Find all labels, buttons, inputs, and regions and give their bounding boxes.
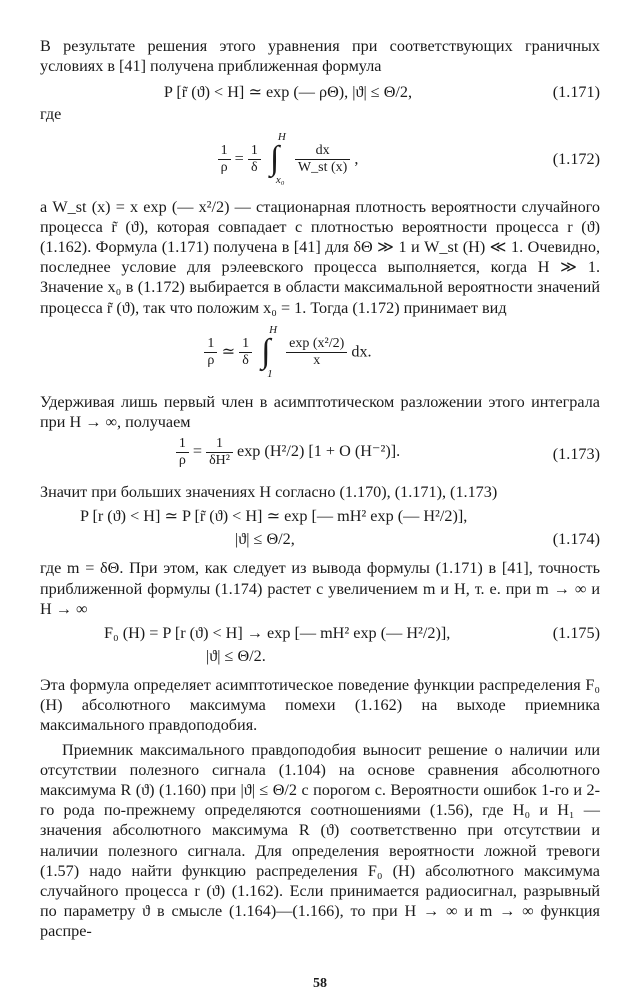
where-label: где <box>40 105 62 124</box>
equation-1-172-expr: $\frac{1}{\rho}$ = $\frac{1}{\delta}$ ∫ H x₀ $\frac{dx}{W\_st (x)}$ , <box>40 137 536 183</box>
equation-1-173 <box>40 436 600 476</box>
equation-1-175 <box>40 623 600 669</box>
paragraph-7: Приемник максимального правдоподобия выносит решение о наличии или отсутствии полезного сигнала (1.104) на основе сравнения абсолютного максимума R (ϑ) (1.160) при |ϑ| ≤ Θ/2 с порогом c. Вероятности ошибок 1-го и 2-го рода по-прежнему определяются соотношениями (1.56), где H₀ и H₁ — значения абсолютного максимума R (ϑ) соответственно при отсутствии и наличии полезного сигнала. Для определения вероятности ложной тревоги (1.57) надо найти функцию распределения F₀ (H) абсолютного максимума случайного процесса r (ϑ) (1.162). Если принимается радиосигнал, разрывный по параметру ϑ в смысле (1.164)—(1.166), то при H → ∞ и m → ∞ функция распре- <box>40 740 600 941</box>
equation-1-174 <box>40 506 600 552</box>
equation-1-171-number: (1.171) <box>552 83 600 102</box>
equation-1-171-expr: P [r̃ (ϑ) < H] ≃ exp (— ρΘ), |ϑ| ≤ Θ/2, <box>163 83 413 102</box>
equation-1-173-number: (1.173) <box>552 445 600 464</box>
paragraph-1: В результате решения этого уравнения при соответствующих граничных условиях в [41] получена приближенная формула <box>40 37 600 76</box>
eq172-lhs-frac: $\frac{1}{\rho}$ <box>218 143 231 176</box>
equation-1-174-line1: P [r (ϑ) < H] ≃ P [r̃ (ϑ) < H] ≃ exp [— mH² exp (— H²/2)], <box>80 507 468 526</box>
equation-1-175-line2: |ϑ| ≤ Θ/2. <box>206 647 266 666</box>
equation-unnumbered <box>40 324 600 386</box>
equation-1-172 <box>40 131 600 193</box>
eq172-integrand-frac: $\frac{dx}{W\_st (x)}$ <box>295 143 350 176</box>
equation-1-171 <box>40 82 600 106</box>
paragraph-5: где m = δΘ. При этом, как следует из вывода формулы (1.171) в [41], точность приближенной формулы (1.174) растет с увеличением m и H, т. е. при m → ∞ и H → ∞ <box>40 559 600 618</box>
paragraph-6: Эта формула определяет асимптотическое поведение функции распределения F₀ (H) абсолютного максимума помехи (1.162) на выходе приемника максимального правдоподобия. <box>40 676 600 735</box>
page-number: 58 <box>313 976 327 991</box>
equation-1-174-line2: |ϑ| ≤ Θ/2, <box>235 530 295 549</box>
page-body <box>40 36 600 942</box>
equation-1-173-expr: $\frac{1}{\rho}$ = $\frac{1}{\text{δH²}}$ exp (H²/2) [1 + O (H⁻²)]. <box>40 436 536 469</box>
eq172-coef-frac: $\frac{1}{\delta}$ <box>248 143 261 176</box>
eq172-integral-sign: ∫ H x₀ <box>269 130 286 187</box>
equation-1-175-number: (1.175) <box>552 624 600 643</box>
eq-unnumbered-integral-sign: ∫ H 1 <box>261 323 278 380</box>
paragraph-3: Удерживая лишь первый член в асимптотическом разложении этого интеграла при H → ∞, получаем <box>40 392 600 432</box>
paragraph-2: а W_st (x) = x exp (— x²/2) — стационарная плотность вероятности случайного процесса r̃ (ϑ), которая совпадает с плотностью вероятности процесса r (ϑ) (1.162). Формула (1.171) получена в [41] для δΘ ≫ 1 и W_st (H) ≪ 1. Очевидно, последнее условие для рэлеевского процесса выполняется, когда H ≫ 1. Значение x₀ в (1.172) выбирается в области максимальной вероятности значений процесса r̃ (ϑ), так что положим x₀ = 1. Тогда (1.172) принимает вид <box>40 197 600 317</box>
equation-unnumbered-expr: $\frac{1}{\rho}$ ≃ $\frac{1}{\delta}$ ∫ H 1 $\frac{\text{exp (x²/2)}}{x}$ dx. <box>40 330 536 376</box>
equation-1-175-line1: F₀ (H) = P [r (ϑ) < H] → exp [— mH² exp (— H²/2)], <box>104 624 451 643</box>
paragraph-4: Значит при больших значениях H согласно (1.170), (1.171), (1.173) <box>40 483 498 502</box>
equation-1-174-number: (1.174) <box>552 530 600 549</box>
equation-1-172-number: (1.172) <box>552 149 600 168</box>
